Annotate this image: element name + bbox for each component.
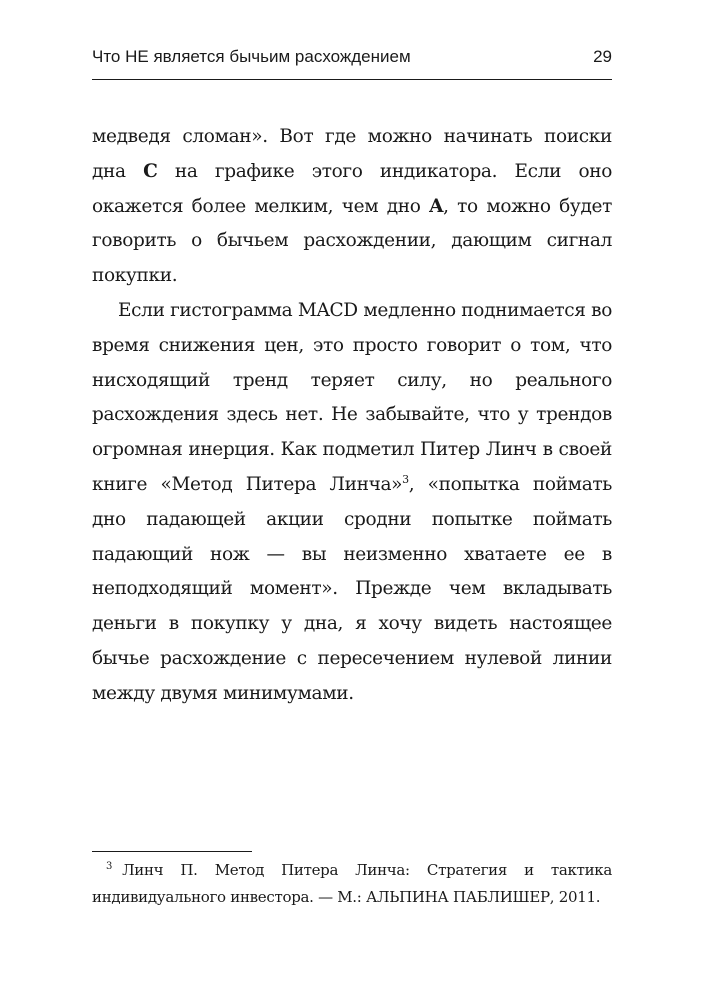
page-number: 29 [593,47,612,66]
bottom-c-label: C [143,160,158,182]
chapter-title: Что НЕ является бычьим расхождением [92,47,411,66]
footnote-mark: 3 [106,861,113,872]
footnote-text: Линч П. Метод Питера Линча: Стратегия и тактика индивидуального инвестора. — М.: АЛЬПИНА ПАБЛИШЕР, 2011. [92,861,612,906]
paragraph-1 [92,120,612,294]
footnote-reference: 3 [402,472,409,486]
footnote-divider [92,851,252,852]
bottom-a-label: A [429,195,444,217]
body-text [92,120,612,712]
paragraph-1-text-c: на графике этого индикатора. Если оно окажется более мелким, чем дно [92,160,613,217]
footnote [92,857,612,911]
paragraph-2-text-a: Если гистограмма MACD медленно поднимается во время снижения цен, это просто говорит о том, что нисходящий тренд теряет силу, но реального расхождения здесь нет. Не забывайте, что у трендов огромная инерция. Как подметил Питер Линч в своей книге «Метод Питера Линча» [92,299,612,495]
paragraph-1-text-d: , то можно будет говорить о бычьем расхождении, дающим сигнал покупки. [92,195,612,287]
running-header [92,46,612,80]
paragraph-1-text-a: медведя сломан». Вот где можно начинать поиски дна [92,126,612,182]
paragraph-2-text-b: , «попытка поймать дно падающей акции сродни попытке поймать падающий нож — вы неизменно хватаете ее в неподходящий момент». Прежде чем вкладывать деньги в покупку у дна, я хочу видеть настоящее бычье расхождение с пересечением нулевой линии между двумя минимумами. [92,473,612,704]
paragraph-2 [92,294,612,712]
